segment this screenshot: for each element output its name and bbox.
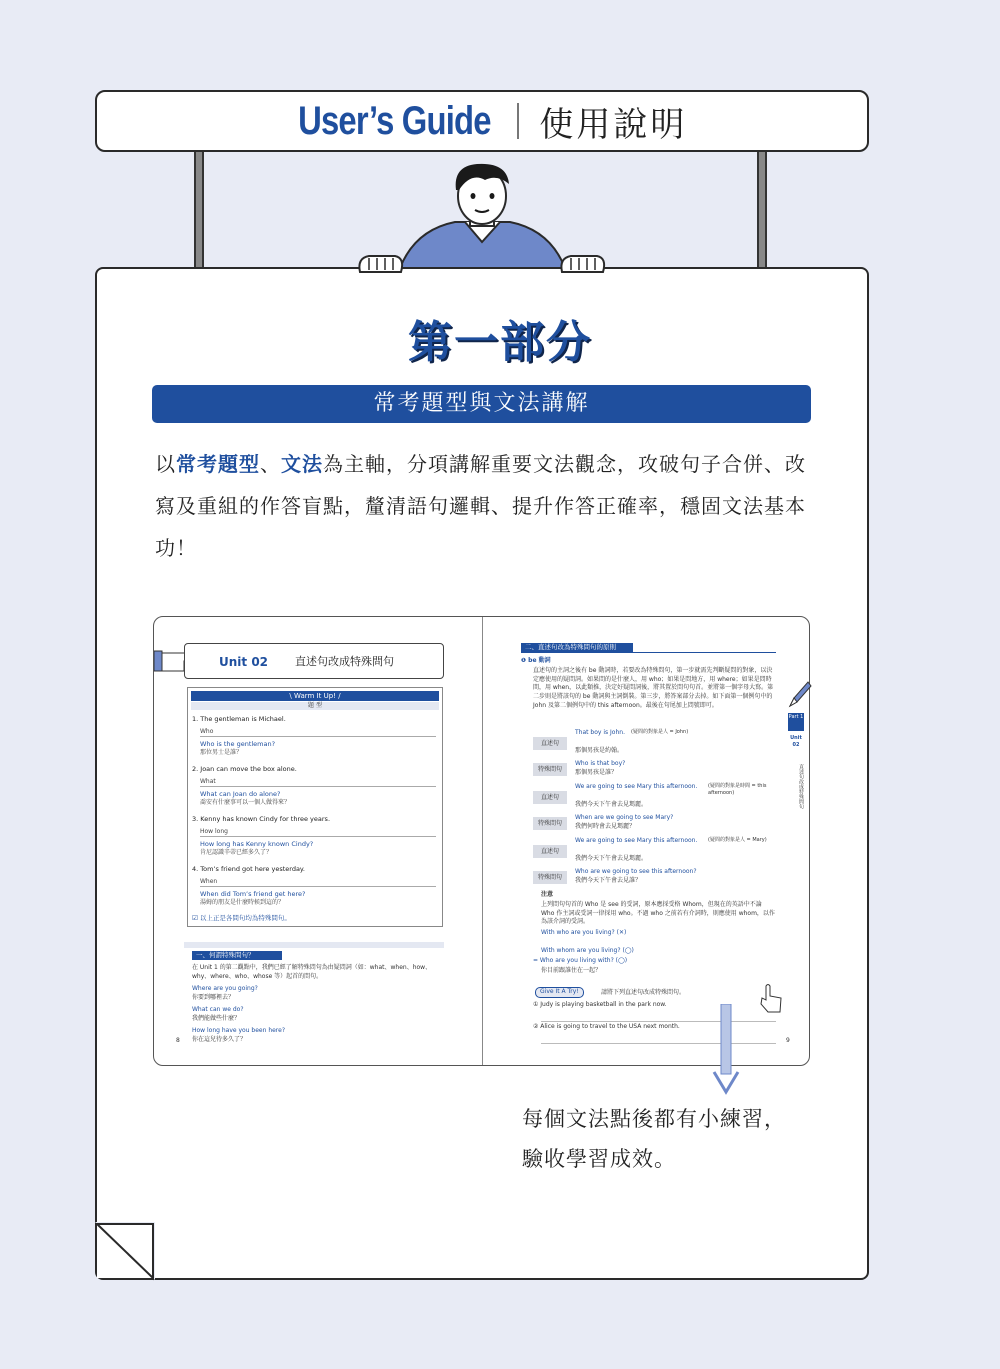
person-illustration: [355, 160, 610, 280]
warm-q4: 4. Tom’s friend got here yesterday.: [192, 865, 305, 873]
warm-check-note: ☑ 以上正是各問句均為特殊問句。: [192, 914, 291, 922]
section-banner: 常考題型與文法講解: [152, 385, 811, 423]
intro-text-rest: 為主軸，分項講解重要文法觀念，攻破句子合併、改寫及重組的作答盲點，釐清語句邏輯、提升作答正確率，穩固文法基本功！: [155, 452, 806, 560]
guide-title-zh: 使用說明: [539, 104, 688, 145]
section-1-body: 在 Unit 1 的第二觀點中，我們已經了解特殊問句為由疑問詞（如：what、when、how、why、where、who、whose 等）起首的問句。: [192, 964, 432, 980]
pair3-note: (疑問的對象是人 = Mary): [708, 837, 767, 843]
warm-t3: 肯尼認識辛蒂已經多久了？: [200, 849, 273, 856]
note-example-2: With whom are you living? (◯): [541, 947, 634, 954]
pair3-question: Who are we going to see this afternoon?: [575, 868, 697, 875]
pair1-statement-zh: 那個男孩是約翰。: [575, 747, 624, 754]
warm-q3: 3. Kenny has known Cindy for three years.: [192, 815, 331, 823]
note-title: 注意: [541, 891, 554, 898]
note-example-3: = Who are you living with? (◯): [533, 957, 628, 964]
label-statement-2: 直述句: [533, 791, 567, 804]
warm-up-box: [187, 687, 443, 927]
warm-w1: Who: [200, 728, 214, 735]
intro-highlight-1: 常考題型: [176, 452, 260, 476]
give-it-a-try-instruction: 請將下列直述句改成特殊問句。: [601, 989, 686, 996]
book-page-left: [154, 617, 482, 1065]
warm-w3: How long: [200, 828, 228, 835]
example-2-en: What can we do?: [192, 1006, 244, 1013]
warm-w2: What: [200, 778, 216, 785]
arrow-down-icon: [710, 1004, 742, 1096]
rule-body: 直述句的主詞之後有 be 動詞時，若要改為特殊問句，第一步就需先判斷疑問的對象，以決定應使用的疑問詞。如果問的是什麼人，用 who；如果是問地方，用 where；如果是問時間，用 when，以此類推，決定好疑問詞後，將其置於問句句首。並將第一個字母大寫。第二步則是將該句的 be 動詞與主詞倒裝。第三步，將答案部分去掉。如下面第一個例句中的 John 及第二個例句中的 this afternoon。最後在句尾加上問號即可。: [533, 667, 774, 709]
unit-title: 直述句改成特殊問句: [295, 655, 394, 668]
pair2-statement: We are going to see Mary this afternoon.: [575, 783, 698, 790]
note-example-zh: 你目前跟誰住在一起？: [541, 967, 602, 974]
page-number-left: 8: [176, 1037, 180, 1044]
warm-a2: What can Joan do alone?: [200, 790, 281, 798]
title-divider: [517, 103, 519, 139]
pair3-statement-zh: 我們今天下午會去見瑪麗。: [575, 855, 648, 862]
page-number-right: 9: [786, 1037, 790, 1044]
warm-up-title: \ Warm It Up! /: [191, 691, 439, 701]
example-3-zh: 你在這兒待多久了？: [192, 1036, 247, 1043]
warm-w4: When: [200, 878, 218, 885]
exercise-1: ① Judy is playing basketball in the park now.: [533, 1001, 667, 1008]
pair3-question-zh: 我們今天下午會去見誰？: [575, 877, 642, 884]
section-1-bar: 一、何謂特殊問句？: [192, 951, 282, 960]
caption-line-1: 每個文法點後都有小練習，: [522, 1107, 786, 1131]
warm-a4: When did Tom’s friend get here?: [200, 890, 306, 898]
tab-part: Part 1: [788, 713, 804, 731]
pair1-statement: That boy is John.: [575, 729, 625, 736]
label-question-2: 特殊問句: [533, 817, 567, 830]
warm-q2: 2. Joan can move the box alone.: [192, 765, 297, 773]
pair1-question-zh: 那個男孩是誰？: [575, 769, 618, 776]
intro-text-mid: 、: [260, 452, 281, 476]
unit-tag: Unit 02: [219, 655, 269, 669]
page-fold-corner: [95, 1222, 155, 1282]
warm-a3: How long has Kenny known Cindy?: [200, 840, 314, 848]
guide-title-en: User’s Guide: [297, 98, 491, 143]
hanger-pole-right: [757, 143, 767, 276]
warm-t4: 湯姆的朋友是什麼時候到這的？: [200, 899, 285, 906]
example-3-en: How long have you been here?: [192, 1027, 286, 1034]
pair1-question: Who is that boy?: [575, 760, 626, 767]
warm-a1: Who is the gentleman?: [200, 740, 276, 748]
example-1-en: Where are you going?: [192, 985, 258, 992]
unit-header-box: [184, 643, 444, 679]
pair2-question-zh: 我們何時會去見瑪麗？: [575, 823, 636, 830]
guide-header: [95, 90, 869, 152]
caption-line-2: 驗收學習成效。: [522, 1147, 676, 1171]
example-1-zh: 你要到哪裡去？: [192, 994, 235, 1001]
example-2-zh: 我們能做些什麼？: [192, 1015, 241, 1022]
click-hand-icon: [758, 982, 784, 1014]
subsection-be-verb: ❶ be 動詞: [521, 657, 551, 664]
pair2-statement-zh: 我們今天下午會去見瑪麗。: [575, 801, 648, 808]
tab-unit-title: 直述句改成特殊問句: [798, 763, 804, 809]
label-question-3: 特殊問句: [533, 871, 567, 884]
intro-text-pre: 以: [155, 452, 176, 476]
intro-highlight-2: 文法: [281, 452, 323, 476]
part-title: 第一部分: [408, 317, 592, 368]
intro-paragraph: [155, 443, 815, 569]
note-body: 上列問句句首的 Who 是 see 的受詞，原本應採受格 Whom，但現在的英語中不論 Who 作主詞或受詞一律採用 who。不過 who 之前若有介詞時，則應使用 whom，以作為該介詞的受詞。: [541, 901, 775, 926]
label-statement-1: 直述句: [533, 737, 567, 750]
section-2-bar: 二、直述句改為特殊問句的原則: [521, 643, 633, 652]
pen-icon: [786, 678, 812, 710]
pair1-note: (疑問的對象是人 = John): [631, 729, 689, 735]
book-spread-preview: [153, 616, 810, 1066]
label-question-1: 特殊問句: [533, 763, 567, 776]
practice-caption: [522, 1099, 786, 1179]
pair2-question: When are we going to see Mary?: [575, 814, 674, 821]
note-example-1: With who are you living? (✕): [541, 929, 627, 936]
warm-t1: 那位男士是誰？: [200, 749, 243, 756]
warm-q1: 1. The gentleman is Michael.: [192, 715, 286, 723]
hanger-pole-left: [194, 143, 204, 276]
exercise-2: ② Alice is going to travel to the USA next month.: [533, 1023, 680, 1030]
tab-unit: Unit 02: [790, 735, 802, 748]
pair2-note: (疑問的對象是時間 = this afternoon): [708, 783, 767, 797]
give-it-a-try-tag: Give It A Try!: [535, 987, 584, 998]
pair3-statement: We are going to see Mary this afternoon.: [575, 837, 698, 844]
warm-up-subtitle: 題 型: [191, 702, 439, 710]
label-statement-3: 直述句: [533, 845, 567, 858]
warm-t2: 喬安有什麼事可以一個人做得來？: [200, 799, 291, 806]
